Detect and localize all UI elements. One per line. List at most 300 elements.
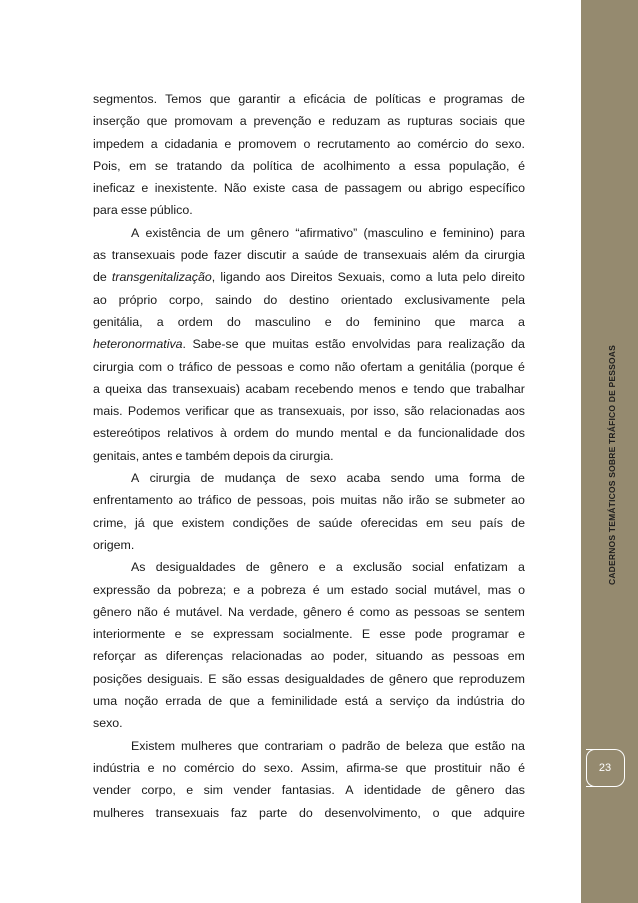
word: interiormente: [93, 627, 166, 642]
word: também: [185, 448, 231, 463]
text-line: [93, 133, 525, 155]
word: comércio: [417, 136, 468, 151]
word: existe: [252, 181, 286, 196]
word: a: [518, 560, 525, 575]
word: funcionalidade: [418, 426, 499, 441]
word: orientado: [340, 292, 393, 307]
word: social: [395, 582, 427, 597]
text-line: [93, 244, 525, 266]
text-line: [93, 311, 525, 333]
text-line: [93, 333, 525, 355]
word: Podemos: [127, 404, 181, 419]
word: não: [489, 760, 511, 775]
word: de: [300, 158, 315, 173]
page-number: 23: [598, 762, 612, 774]
word: impedem: [93, 136, 144, 151]
text-line: [93, 445, 525, 467]
word: uma: [93, 694, 118, 709]
word: cirurgia: [149, 471, 191, 486]
word: discutir: [247, 248, 287, 263]
word: reforçar: [93, 649, 136, 664]
word: aos: [504, 404, 525, 419]
word: são: [404, 404, 425, 419]
word: da: [511, 337, 525, 352]
word: pessoas,: [256, 493, 307, 508]
word: abrigo: [428, 181, 463, 196]
word: estão: [474, 738, 506, 753]
word: o: [518, 582, 525, 597]
word: e: [318, 560, 326, 575]
word: pode: [180, 248, 209, 263]
text-line: [93, 645, 525, 667]
word: pelo: [462, 270, 487, 285]
word: inexistente.: [154, 181, 218, 196]
word: condições: [232, 515, 289, 530]
word: ofertam: [360, 359, 403, 374]
word: mas: [487, 582, 512, 597]
word: da: [464, 248, 479, 263]
word: Sexuais,: [337, 270, 386, 285]
word: destino: [289, 292, 330, 307]
word: para: [416, 337, 442, 352]
word: um: [326, 582, 344, 597]
word: de: [285, 471, 300, 486]
word: à: [220, 426, 227, 441]
word: ordem: [177, 314, 213, 329]
word: genitália: [419, 359, 466, 374]
word: as: [431, 649, 445, 664]
word: para: [500, 225, 525, 240]
word: e: [287, 359, 295, 374]
word: relacionadas: [231, 649, 302, 664]
word: transexuais: [155, 805, 220, 820]
word: transexuais: [363, 248, 427, 263]
text-line: [93, 289, 525, 311]
word: ao: [310, 649, 325, 664]
word: garantir: [238, 92, 281, 106]
word: gênero: [250, 225, 290, 240]
word: prevenção: [253, 114, 312, 129]
word: a: [257, 694, 265, 709]
word: dos: [504, 426, 525, 441]
word: que: [434, 314, 456, 329]
word: direito: [491, 270, 525, 285]
word: que: [146, 114, 168, 129]
word: no: [162, 760, 177, 775]
word: masculino: [254, 314, 311, 329]
word: ao: [178, 493, 193, 508]
word: Temos: [165, 92, 202, 106]
text-line: [93, 668, 525, 690]
text-line: [93, 712, 525, 734]
word: mulheres: [93, 805, 144, 820]
word: se: [154, 158, 169, 173]
running-title: CADERNOS TEMÁTICOS SOBRE TRÁFICO DE PESSOAS: [607, 344, 617, 585]
word: como: [390, 270, 421, 285]
word: oferecidas: [360, 515, 418, 530]
word: Pois,: [93, 158, 121, 173]
word: a: [407, 359, 415, 374]
word: fazer: [213, 248, 242, 263]
word: o: [432, 805, 440, 820]
word: as: [144, 649, 158, 664]
word: do: [474, 136, 489, 151]
text-line: [93, 222, 525, 244]
word: de: [206, 225, 221, 240]
word: a: [156, 314, 164, 329]
word: transgenitalização,: [111, 270, 216, 285]
word: saúde: [304, 248, 339, 263]
word: segmentos.: [93, 92, 158, 106]
word: pessoas: [452, 649, 500, 664]
word: eficácia: [303, 92, 346, 106]
word: da: [435, 694, 450, 709]
word: de: [208, 694, 223, 709]
word: a: [150, 136, 158, 151]
word: submeter: [453, 493, 506, 508]
word: a: [375, 694, 383, 709]
word: de: [324, 181, 339, 196]
word: gênero: [93, 604, 132, 619]
word: diferenças: [165, 649, 224, 664]
word: pessoas: [414, 604, 461, 619]
word: de: [353, 92, 368, 106]
word: a: [93, 381, 100, 396]
word: acaba: [346, 471, 381, 486]
word: país: [479, 515, 503, 530]
word: ao: [511, 493, 525, 508]
word: da: [272, 448, 287, 463]
text-line: [93, 690, 525, 712]
word: comércio: [184, 760, 235, 775]
word: e: [174, 627, 182, 642]
word: além: [432, 248, 460, 263]
word: pois: [311, 493, 335, 508]
word: e: [233, 582, 241, 597]
word: indústria: [457, 694, 504, 709]
word: que: [405, 760, 427, 775]
word: antes: [142, 448, 173, 463]
word: Existem: [131, 738, 176, 753]
word: noção: [124, 694, 159, 709]
word: em: [425, 515, 444, 530]
word: isso,: [373, 404, 399, 419]
word: contrariam: [264, 738, 323, 753]
word: relacionadas: [429, 404, 500, 419]
page-number-frame: [586, 749, 625, 787]
word: muitas: [272, 337, 309, 352]
word: e: [147, 760, 155, 775]
word: sendo: [390, 471, 425, 486]
word: afirma-se: [346, 760, 398, 775]
word: público.: [150, 203, 193, 218]
word: mental: [340, 426, 378, 441]
word: expressão: [93, 582, 151, 597]
word: de: [200, 471, 215, 486]
word: adquire: [483, 805, 525, 820]
text-line: [93, 735, 525, 757]
word: esse: [379, 627, 406, 642]
word: reduzam: [332, 114, 381, 129]
word: da: [397, 426, 412, 441]
word: que: [432, 671, 454, 686]
word: de: [93, 270, 107, 285]
word: exclusivamente: [404, 292, 490, 307]
word: pobreza: [261, 582, 306, 597]
word: rupturas: [407, 114, 453, 129]
word: uma: [434, 471, 459, 486]
text-line: [93, 422, 525, 444]
word: e: [518, 627, 525, 642]
word: faz: [230, 805, 248, 820]
word: sexo.: [263, 760, 294, 775]
word: reproduzem: [458, 671, 525, 686]
word: é: [163, 604, 171, 619]
word: é: [517, 359, 525, 374]
text-line: [93, 623, 525, 645]
word: pessoas: [236, 359, 283, 374]
word: em: [507, 649, 525, 664]
word: próprio: [118, 292, 158, 307]
word: estão: [315, 337, 346, 352]
word: se: [435, 493, 449, 508]
word: de: [369, 671, 384, 686]
word: por: [350, 404, 369, 419]
word: política: [253, 158, 293, 173]
word: parte: [258, 805, 288, 820]
word: a: [291, 248, 299, 263]
text-line: [93, 378, 525, 400]
word: estado: [350, 582, 389, 597]
word: casa: [291, 181, 318, 196]
text-line: [93, 556, 525, 578]
word: essa: [414, 158, 441, 173]
word: de: [217, 359, 232, 374]
word: corpo,: [141, 783, 176, 798]
word: relativos: [167, 426, 214, 441]
word: ao: [93, 292, 107, 307]
word: não: [334, 359, 356, 374]
word: vender: [93, 783, 131, 798]
word: a: [335, 560, 343, 575]
word: da: [230, 158, 245, 173]
word: que: [448, 738, 470, 753]
word: luta: [437, 270, 458, 285]
word: tendo: [413, 381, 445, 396]
word: do: [263, 292, 278, 307]
word: se: [465, 604, 479, 619]
word: serviço: [389, 694, 429, 709]
text-line: [93, 199, 525, 221]
word: as: [387, 114, 401, 129]
word: gênero: [303, 604, 342, 619]
word: saindo: [215, 292, 252, 307]
word: Na: [228, 604, 244, 619]
text-line: [93, 88, 525, 110]
word: passagem: [344, 181, 402, 196]
word: padrão: [341, 738, 381, 753]
word: está: [344, 694, 369, 709]
word: recebendo: [294, 381, 354, 396]
word: queixa: [105, 381, 142, 396]
word: do: [298, 805, 313, 820]
text-line: [93, 534, 525, 556]
word: gênero: [389, 671, 428, 686]
word: que: [504, 114, 525, 129]
word: o: [167, 359, 174, 374]
word: (porque: [470, 359, 514, 374]
word: genitais,: [93, 448, 140, 463]
word: é: [312, 582, 320, 597]
word: transexuais: [111, 248, 176, 263]
word: muitas: [340, 493, 377, 508]
word: e: [384, 426, 392, 441]
word: e: [429, 225, 437, 240]
text-line: [93, 356, 525, 378]
word: realização: [448, 337, 505, 352]
word: com: [138, 359, 163, 374]
word: promovem: [238, 136, 297, 151]
word: exclusão: [353, 560, 402, 575]
word: de: [511, 92, 525, 106]
word: A: [131, 471, 140, 486]
word: específico: [469, 181, 525, 196]
word: que: [451, 805, 472, 820]
word: errada: [165, 694, 202, 709]
word: gênero: [269, 560, 309, 575]
word: a: [518, 314, 525, 329]
word: acabam: [245, 381, 290, 396]
word: que: [234, 404, 255, 419]
text-line: [93, 177, 525, 199]
word: desiguais.: [147, 671, 203, 686]
word: tráfico: [197, 493, 232, 508]
word: sexo: [310, 471, 337, 486]
word: que: [152, 515, 174, 530]
word: não: [382, 493, 404, 508]
word: o: [328, 738, 336, 753]
word: promovam: [174, 114, 233, 129]
word: programas: [443, 92, 504, 106]
word: enfrentamento: [93, 493, 173, 508]
word: recrutamento: [317, 136, 391, 151]
word: transexuais,: [278, 404, 346, 419]
word: origem.: [93, 537, 135, 552]
word: e: [224, 136, 232, 151]
word: do: [242, 760, 256, 775]
word: como: [299, 359, 330, 374]
word: social: [412, 560, 444, 575]
word: do: [275, 426, 290, 441]
word: é: [518, 760, 525, 775]
word: Não: [223, 181, 247, 196]
word: ligando: [220, 270, 261, 285]
word: poder,: [332, 649, 368, 664]
word: A: [345, 783, 354, 798]
word: a: [247, 582, 255, 597]
word: existência: [145, 225, 201, 240]
word: tratando: [176, 158, 223, 173]
word: desigualdades: [155, 560, 236, 575]
word: E: [361, 627, 371, 642]
word: prostituir: [434, 760, 482, 775]
word: na: [511, 738, 525, 753]
word: saúde: [318, 515, 353, 530]
word: Direitos: [290, 270, 333, 285]
word: heteronormativa.: [93, 337, 186, 352]
word: não: [137, 604, 158, 619]
word: do: [345, 314, 360, 329]
word: as: [93, 248, 107, 263]
word: e: [318, 114, 326, 129]
word: do: [511, 694, 525, 709]
word: indústria: [93, 760, 140, 775]
word: sexo.: [93, 716, 123, 731]
word: pela: [501, 292, 525, 307]
word: posições: [93, 671, 142, 686]
word: de: [386, 738, 400, 753]
word: de: [296, 515, 311, 530]
text-line: [93, 757, 525, 779]
word: e: [175, 448, 183, 463]
word: corpo,: [168, 292, 204, 307]
word: esse: [120, 203, 147, 218]
word: expressam: [213, 627, 274, 642]
word: mundo: [295, 426, 334, 441]
text-line: [93, 400, 525, 422]
word: E: [208, 671, 217, 686]
word: a: [398, 158, 406, 173]
word: seu: [451, 515, 472, 530]
word: transexuais): [172, 381, 240, 396]
text-line: [93, 110, 525, 132]
word: para: [93, 203, 118, 218]
word: um: [226, 225, 245, 240]
word: marca: [469, 314, 504, 329]
word: tráfico: [178, 359, 213, 374]
text-line: [93, 489, 525, 511]
word: crime,: [93, 515, 127, 530]
word: que: [237, 738, 259, 753]
text-line: [93, 779, 525, 801]
word: em: [129, 158, 147, 173]
word: de: [511, 471, 525, 486]
word: gênero: [455, 783, 495, 798]
word: mutável,: [433, 582, 481, 597]
word: trabalhar: [475, 381, 525, 396]
word: mutável.: [175, 604, 223, 619]
word: que: [449, 381, 471, 396]
word: feminilidade: [271, 694, 338, 709]
word: genitália,: [93, 314, 143, 329]
word: a: [239, 114, 247, 129]
word: que: [209, 92, 231, 106]
word: das: [147, 381, 168, 396]
word: ou: [408, 181, 422, 196]
word: verdade,: [249, 604, 298, 619]
word: e: [324, 314, 332, 329]
word: mais.: [93, 404, 123, 419]
word: de: [245, 560, 260, 575]
word: desenvolvimento,: [324, 805, 421, 820]
word: que: [245, 337, 266, 352]
word: pobreza;: [177, 582, 227, 597]
word: fantasias.: [281, 783, 335, 798]
word: feminino): [442, 225, 494, 240]
word: menos: [358, 381, 396, 396]
word: sim: [203, 783, 223, 798]
word: de: [343, 248, 358, 263]
